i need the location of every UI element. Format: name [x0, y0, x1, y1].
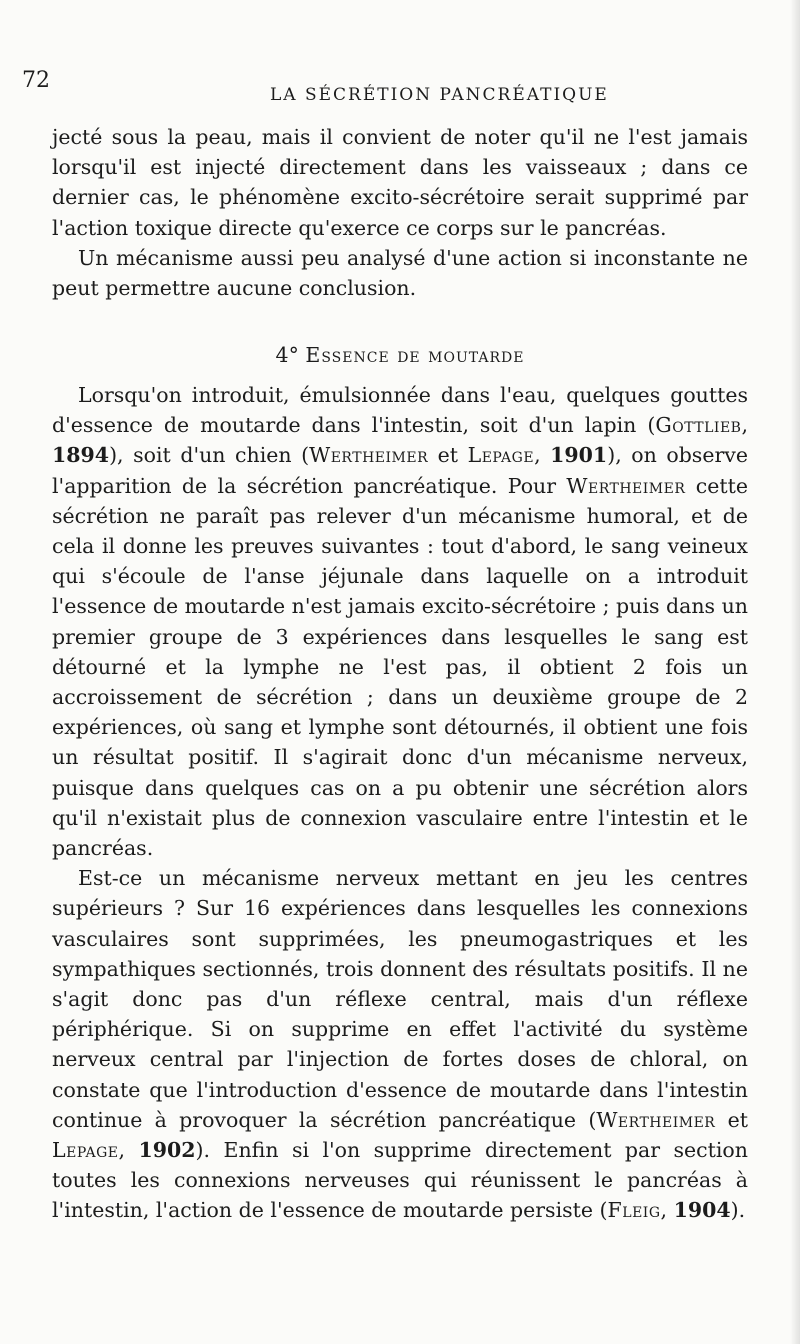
author-name: Wertheimer	[566, 473, 686, 498]
text-block-1	[52, 122, 748, 303]
section-title: Essence de moutarde	[305, 343, 525, 367]
citation-year: 1902	[138, 1138, 196, 1163]
text-run: ).	[730, 1198, 746, 1223]
paragraph-continuation: jecté sous la peau, mais il convient de noter qu'il ne l'est jamais lorsqu'il est injecté directement dans les vaisseaux ; dans ce dernier cas, le phénomène excito-sécrétoire serait supprimé par l'action toxique directe qu'exerce ce corps sur le pancréas.	[52, 125, 748, 240]
author-name: Lepage	[467, 443, 535, 468]
text-run: et	[428, 443, 468, 468]
text-run: ), soit d'un chien (	[109, 443, 310, 468]
text-run: Est-ce un mécanisme nerveux mettant en jeu les centres supérieurs ? Sur 16 expériences dans lesquelles les connexions vasculaires sont supprimées, les pneumogastriques et les sympathiques sectionnés, trois donnent des résultats positifs. Il ne s'agit donc pas d'un réflexe central, mais d'un réflexe périphérique. Si on supprime en effet l'activité du système nerveux central par l'injection de fortes doses de chloral, on constate que l'introduction d'essence de moutarde dans l'intestin continue à provoquer la sécrétion pancréatique (	[52, 866, 748, 1132]
text-run: et	[715, 1107, 748, 1132]
section-heading	[52, 342, 748, 368]
citation-year: 1901	[550, 443, 608, 468]
citation-year: 1904	[673, 1198, 731, 1223]
page-number: 72	[22, 68, 50, 93]
author-name: Wertheimer	[596, 1107, 716, 1132]
paragraph: Un mécanisme aussi peu analysé d'une action si inconstante ne peut permettre aucune conclusion.	[52, 245, 748, 301]
citation-year: 1894	[52, 443, 110, 468]
author-name: Lepage	[52, 1138, 119, 1163]
paragraph: Lorsqu'on introduit, émulsionnée dans l'eau, quelques gouttes d'essence de moutarde dans l'intestin, soit d'un lapin (Gottlieb, 1894), soit d'un chien (Wertheimer et Lepage, 1901), on observe l'apparition de la sécrétion pancréatique. Pour Wertheimer cette sécrétion ne paraît pas relever d'un mécanisme humoral, et de cela il donne les preuves suivantes : tout d'abord, le sang veineux qui s'écoule de l'anse jéjunale dans laquelle on a introduit l'essence de moutarde n'est jamais excito-sécrétoire ; puis dans un premier groupe de 3 expériences dans lesquelles le sang est détourné et la lymphe ne l'est pas, il obtient 2 fois un accroissement de sécrétion ; dans un deuxième groupe de 2 expériences, où sang et lymphe sont détournés, il obtient une fois un résultat positif. Il s'agirait donc d'un mécanisme nerveux, puisque dans quelques cas on a pu obtenir une sécrétion alors qu'il n'existait plus de connexion vasculaire entre l'intestin et le pancréas.	[52, 383, 748, 861]
text-run: ). Enfin si l'on supprime directement par section toutes les connexions nerveuses qui réunissent le pancréas à l'intestin, l'action de l'essence de moutarde persiste (	[52, 1138, 748, 1223]
text-run: ), on observe l'apparition de la sécrétion pancréatique. Pour	[52, 443, 748, 498]
running-head: LA SÉCRÉTION PANCRÉATIQUE	[270, 85, 609, 105]
text-block-2	[52, 380, 748, 1226]
author-name: Wertheimer	[309, 443, 429, 468]
text-run: cette sécrétion ne paraît pas relever d'un mécanisme humoral, et de cela il donne les preuves suivantes : tout d'abord, le sang veineux qui s'écoule de l'anse jéjunale dans laquelle on a introduit l'essence de moutarde n'est jamais excito-sécrétoire ; puis dans un premier groupe de 3 expériences dans lesquelles le sang est détourné et la lymphe ne l'est pas, il obtient 2 fois un accroissement de sécrétion ; dans un deuxième groupe de 2 expériences, où sang et lymphe sont détournés, il obtient une fois un résultat positif. Il s'agirait donc d'un mécanisme nerveux, puisque dans quelques cas on a pu obtenir une sécrétion alors qu'il n'existait plus de connexion vasculaire entre l'intestin et le pancréas.	[52, 473, 748, 861]
page-edge-shadow	[790, 0, 800, 1344]
section-number: 4°	[275, 343, 299, 367]
paragraph: Est-ce un mécanisme nerveux mettant en jeu les centres supérieurs ? Sur 16 expériences dans lesquelles les connexions vasculaires sont supprimées, les pneumogastriques et les sympathiques sectionnés, trois donnent des résultats positifs. Il ne s'agit donc pas d'un réflexe central, mais d'un réflexe périphérique. Si on supprime en effet l'activité du système nerveux central par l'injection de fortes doses de chloral, on constate que l'introduction d'essence de moutarde dans l'intestin continue à provoquer la sécrétion pancréatique (Wertheimer et Lepage, 1902). Enfin si l'on supprime directement par section toutes les connexions nerveuses qui réunissent le pancréas à l'intestin, l'action de l'essence de moutarde persiste (Fleig, 1904).	[52, 866, 748, 1223]
author-name: Gottlieb	[655, 413, 742, 438]
text-run: Lorsqu'on introduit, émulsionnée dans l'eau, quelques gouttes d'essence de moutarde dans l'intestin, soit d'un lapin (	[52, 383, 748, 438]
author-name: Fleig	[607, 1198, 661, 1223]
